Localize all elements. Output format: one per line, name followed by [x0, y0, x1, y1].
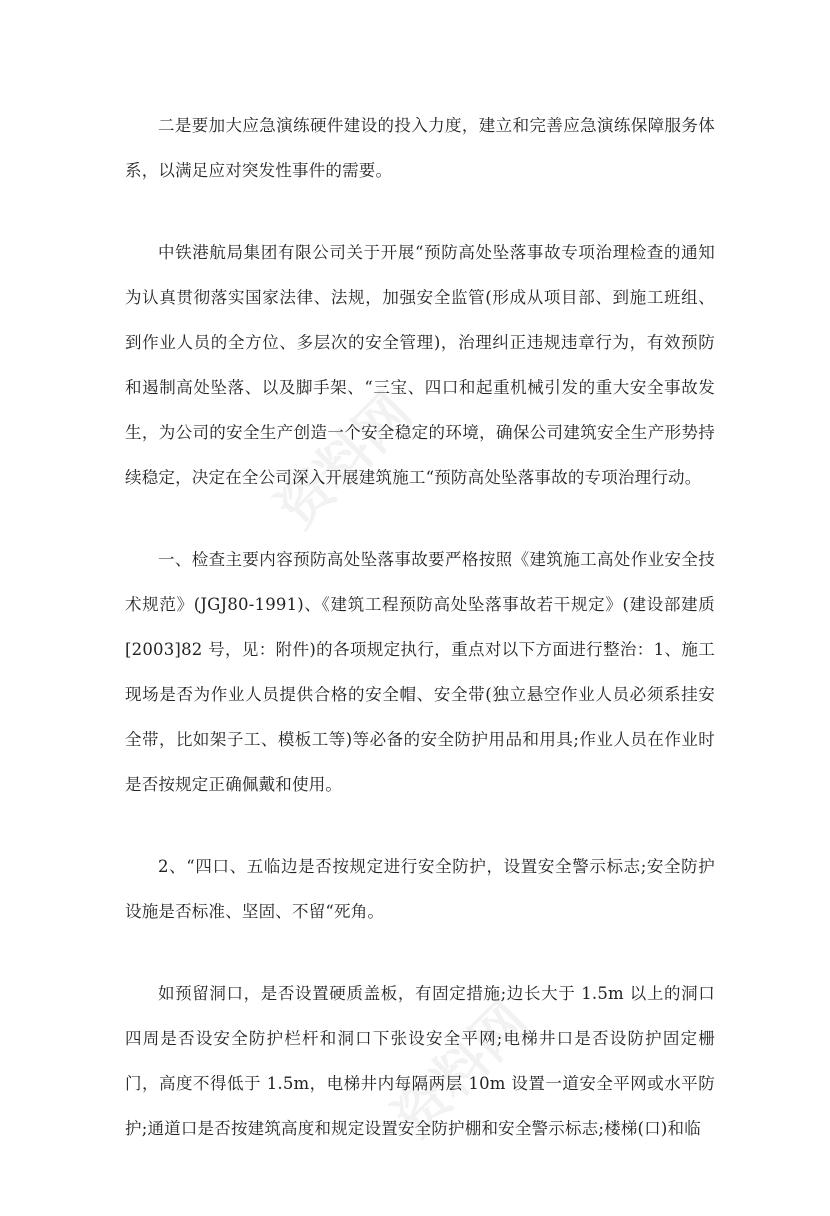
document-body: [125, 103, 715, 1188]
paragraph-3: 一、检查主要内容预防高处坠落事故要严格按照《建筑施工高处作业安全技术规范》(JGJ80-1991)、《建筑工程预防高处坠落事故若干规定》(建设部建质[2003]82 号，见：附件)的各项规定执行，重点对以下方面进行整治：1、施工现场是否为作业人员提供合格的安全帽、安全带(独立悬空作业人员必须系挂安全带，比如架子工、模板工等)等必备的安全防护用品和用具;作业人员在作业时是否按规定正确佩戴和使用。: [125, 550, 715, 794]
paragraph-2: 中铁港航局集团有限公司关于开展“预防高处坠落事故专项治理检查的通知为认真贯彻落实国家法律、法规，加强安全监管(形成从项目部、到施工班组、到作业人员的全方位、多层次的安全管理)，治理纠正违规违章行为，有效预防和遏制高处坠落、以及脚手架、“三宝、四口和起重机械引发的重大安全事故发生，为公司的安全生产创造一个安全稳定的环境，确保公司建筑安全生产形势持续稳定，决定在全公司深入开展建筑施工“预防高处坠落事故的专项治理行动。: [125, 243, 715, 487]
watermark-text: 资料网: [264, 380, 424, 541]
watermark-text: 资料网: [381, 989, 541, 1149]
paragraph-5: 如预留洞口，是否设置硬质盖板，有固定措施;边长大于 1.5m 以上的洞口四周是否设安全防护栏杆和洞口下张设安全平网;电梯井口是否设防护固定栅门，高度不得低于 1.5m，电梯井内每隔两层 10m 设置一道安全平网或水平防护;通道口是否按建筑高度和规定设置安全防护棚和安全警示标志;楼梯(口)和临: [125, 984, 715, 1138]
paragraph-4: 2、“四口、五临边是否按规定进行安全防护，设置安全警示标志;安全防护设施是否标准、坚固、不留“死角。: [125, 857, 715, 921]
paragraph-1: 二是要加大应急演练硬件建设的投入力度，建立和完善应急演练保障服务体系，以满足应对突发性事件的需要。: [125, 116, 715, 180]
